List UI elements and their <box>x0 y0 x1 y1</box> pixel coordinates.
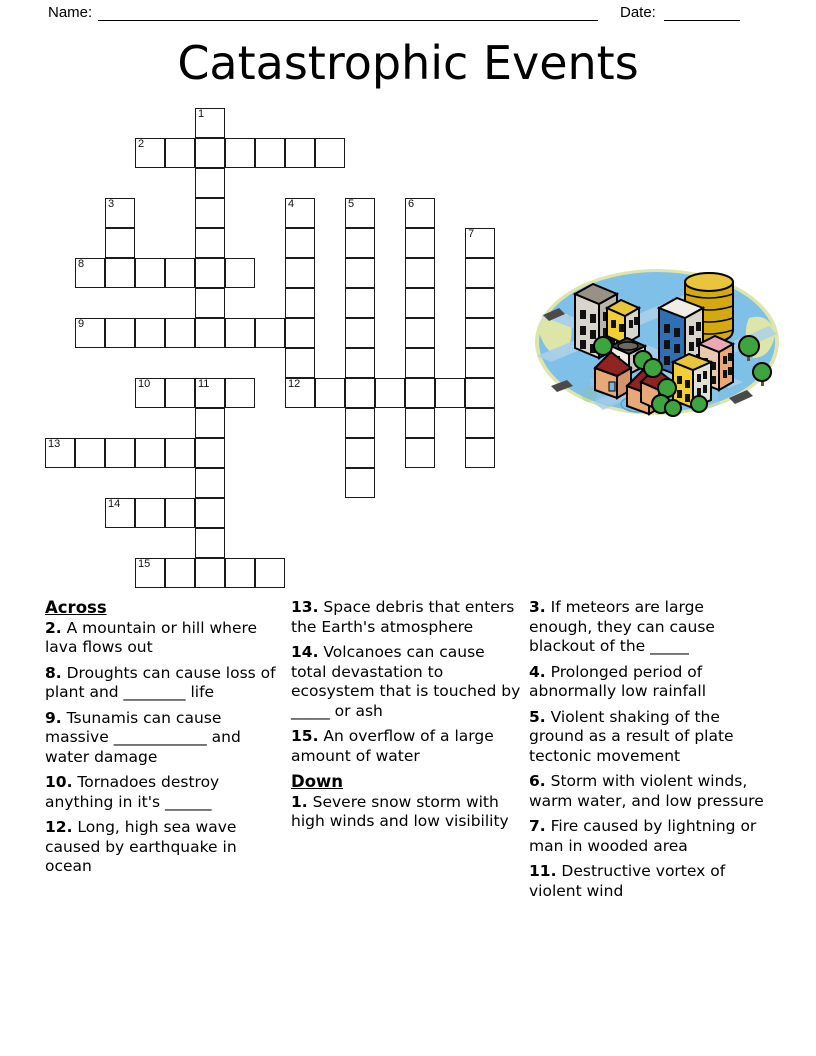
grid-cell[interactable] <box>405 318 435 348</box>
grid-cell[interactable] <box>225 378 255 408</box>
grid-cell[interactable] <box>225 258 255 288</box>
grid-cell-start-9[interactable] <box>75 318 105 348</box>
grid-cell[interactable] <box>405 378 435 408</box>
grid-cell[interactable] <box>135 498 165 528</box>
grid-cell[interactable] <box>135 318 165 348</box>
clue-number: 5. <box>529 707 546 726</box>
grid-cell-start-10[interactable] <box>135 378 165 408</box>
grid-cell[interactable] <box>345 288 375 318</box>
grid-cell-number: 3 <box>108 198 115 210</box>
grid-cell-number: 15 <box>138 558 151 570</box>
clue-down-6 <box>529 772 769 811</box>
grid-cell-start-11[interactable] <box>195 378 225 408</box>
down-heading: Down <box>291 772 344 791</box>
grid-cell-number: 9 <box>78 318 85 330</box>
grid-cell[interactable] <box>435 378 465 408</box>
grid-cell[interactable] <box>345 318 375 348</box>
grid-cell-start-2[interactable] <box>135 138 165 168</box>
grid-cell[interactable] <box>405 438 435 468</box>
grid-cell-start-6[interactable] <box>405 198 435 228</box>
grid-cell[interactable] <box>345 258 375 288</box>
crossword-grid[interactable] <box>45 108 525 588</box>
grid-cell-start-12[interactable] <box>285 378 315 408</box>
grid-cell-number: 14 <box>108 498 121 510</box>
clue-number: 1. <box>291 792 308 811</box>
grid-cell[interactable] <box>225 558 255 588</box>
clue-down-3 <box>529 598 769 657</box>
grid-cell[interactable] <box>285 348 315 378</box>
clue-across-14 <box>291 643 525 721</box>
grid-cell[interactable] <box>195 528 225 558</box>
clue-text: An overflow of a large amount of water <box>291 727 494 765</box>
name-label: Name: <box>48 4 93 21</box>
grid-cell[interactable] <box>195 498 225 528</box>
flooded-city-illustration <box>533 252 781 427</box>
grid-cell[interactable] <box>165 138 195 168</box>
grid-cell[interactable] <box>315 378 345 408</box>
clue-text: Destructive vortex of violent wind <box>529 862 726 900</box>
clue-text: If meteors are large enough, they can cause blackout of the _____ <box>529 598 715 655</box>
clue-number: 10. <box>45 773 73 791</box>
grid-cell-number: 6 <box>408 198 415 210</box>
clue-text: Severe snow storm with high winds and low visibility <box>291 792 509 830</box>
clue-text: Storm with violent winds, warm water, and low pressure <box>529 772 764 810</box>
clue-across-9 <box>45 709 287 768</box>
clue-text: Volcanoes can cause total devastation to ecosystem that is touched by _____ or ash <box>291 643 521 720</box>
grid-cell[interactable] <box>285 288 315 318</box>
clue-down-4 <box>529 663 769 702</box>
grid-cell[interactable] <box>195 258 225 288</box>
clue-number: 13. <box>291 598 319 616</box>
grid-cell[interactable] <box>195 558 225 588</box>
grid-cell[interactable] <box>105 438 135 468</box>
clue-across-15 <box>291 727 525 766</box>
grid-cell[interactable] <box>195 288 225 318</box>
grid-cell[interactable] <box>315 138 345 168</box>
grid-cell[interactable] <box>105 258 135 288</box>
grid-cell[interactable] <box>195 408 225 438</box>
clue-text: A mountain or hill where lava flows out <box>45 618 258 656</box>
grid-cell[interactable] <box>195 198 225 228</box>
grid-cell[interactable] <box>105 318 135 348</box>
grid-cell[interactable] <box>345 468 375 498</box>
grid-cell[interactable] <box>195 318 225 348</box>
grid-cell[interactable] <box>465 438 495 468</box>
grid-cell-number: 4 <box>288 198 295 210</box>
grid-cell[interactable] <box>405 348 435 378</box>
grid-cell[interactable] <box>165 378 195 408</box>
grid-cell-start-4[interactable] <box>285 198 315 228</box>
grid-cell[interactable] <box>165 558 195 588</box>
clue-down-7 <box>529 817 769 856</box>
grid-cell[interactable] <box>255 558 285 588</box>
clues-column-3 <box>529 598 769 907</box>
clue-across-12 <box>45 818 287 877</box>
grid-cell[interactable] <box>345 378 375 408</box>
grid-cell-start-13[interactable] <box>45 438 75 468</box>
grid-cell[interactable] <box>135 438 165 468</box>
grid-cell[interactable] <box>165 318 195 348</box>
grid-cell-number: 1 <box>198 108 205 120</box>
grid-cell-number: 10 <box>138 378 151 390</box>
clue-text: Fire caused by lightning or man in wooded area <box>529 817 757 855</box>
grid-cell-number: 5 <box>348 198 355 210</box>
clues-column-1 <box>45 598 287 883</box>
clue-number: 8. <box>45 663 62 682</box>
clue-number: 3. <box>529 598 546 616</box>
grid-cell[interactable] <box>285 228 315 258</box>
across-heading: Across <box>45 598 107 617</box>
grid-cell-start-8[interactable] <box>75 258 105 288</box>
grid-cell-start-14[interactable] <box>105 498 135 528</box>
grid-cell[interactable] <box>195 438 225 468</box>
date-write-line <box>664 20 740 21</box>
grid-cell-number: 12 <box>288 378 301 390</box>
grid-cell[interactable] <box>465 348 495 378</box>
grid-cell[interactable] <box>405 258 435 288</box>
grid-cell[interactable] <box>465 258 495 288</box>
clue-across-8 <box>45 664 287 703</box>
grid-cell[interactable] <box>285 138 315 168</box>
worksheet-header <box>0 0 816 28</box>
grid-cell[interactable] <box>465 408 495 438</box>
grid-cell-number: 2 <box>138 138 145 150</box>
clue-number: 15. <box>291 727 319 745</box>
grid-cell[interactable] <box>465 378 495 408</box>
clue-number: 4. <box>529 662 546 681</box>
grid-cell[interactable] <box>255 318 285 348</box>
grid-cell-number: 13 <box>48 438 61 450</box>
clue-text: Tornadoes destroy anything in it's ______ <box>45 773 220 811</box>
grid-cell[interactable] <box>195 228 225 258</box>
clue-across-13 <box>291 598 525 637</box>
grid-cell[interactable] <box>225 318 255 348</box>
grid-cell[interactable] <box>285 258 315 288</box>
clue-text: Prolonged period of abnormally low rainfall <box>529 662 707 700</box>
clue-number: 12. <box>45 818 73 836</box>
clue-text: Space debris that enters the Earth's atmosphere <box>291 598 515 636</box>
grid-cell[interactable] <box>405 408 435 438</box>
clue-number: 9. <box>45 708 62 727</box>
grid-cell[interactable] <box>465 288 495 318</box>
clue-number: 7. <box>529 817 546 835</box>
grid-cell[interactable] <box>255 138 285 168</box>
clues-column-2 <box>291 598 525 838</box>
grid-cell-number: 11 <box>198 378 210 390</box>
grid-cell[interactable] <box>195 468 225 498</box>
grid-cell[interactable] <box>345 348 375 378</box>
clue-down-5 <box>529 708 769 767</box>
clue-text: Droughts can cause loss of plant and ________ life <box>45 663 276 701</box>
clue-text: Violent shaking of the ground as a result of plate tectonic movement <box>529 707 734 765</box>
page-title: Catastrophic Events <box>177 36 639 90</box>
grid-cell[interactable] <box>105 228 135 258</box>
grid-cell[interactable] <box>165 258 195 288</box>
name-write-line <box>98 20 598 21</box>
clue-text: Long, high sea wave caused by earthquake in ocean <box>45 818 237 875</box>
grid-cell[interactable] <box>345 408 375 438</box>
grid-cell[interactable] <box>285 318 315 348</box>
date-label: Date: <box>620 4 656 21</box>
grid-cell[interactable] <box>375 378 405 408</box>
grid-cell[interactable] <box>345 228 375 258</box>
grid-cell[interactable] <box>165 438 195 468</box>
grid-cell[interactable] <box>225 138 255 168</box>
clue-across-2 <box>45 619 287 658</box>
grid-cell-start-7[interactable] <box>465 228 495 258</box>
grid-cell[interactable] <box>465 318 495 348</box>
grid-cell[interactable] <box>405 288 435 318</box>
grid-cell[interactable] <box>165 498 195 528</box>
grid-cell-number: 7 <box>468 228 475 240</box>
grid-cell[interactable] <box>75 438 105 468</box>
clue-down-11 <box>529 862 769 901</box>
grid-cell-start-3[interactable] <box>105 198 135 228</box>
grid-cell-start-1[interactable] <box>195 108 225 138</box>
grid-cell-start-5[interactable] <box>345 198 375 228</box>
grid-cell[interactable] <box>195 168 225 198</box>
grid-cell[interactable] <box>405 228 435 258</box>
clue-text: Tsunamis can cause massive ____________ and water damage <box>45 708 241 766</box>
clue-number: 6. <box>529 772 546 790</box>
grid-cell[interactable] <box>135 258 165 288</box>
clue-number: 2. <box>45 618 62 637</box>
grid-cell-number: 8 <box>78 258 85 270</box>
grid-cell-start-15[interactable] <box>135 558 165 588</box>
clue-across-10 <box>45 773 287 812</box>
clue-number: 14. <box>291 643 319 661</box>
grid-cell[interactable] <box>345 438 375 468</box>
clue-number: 11. <box>529 862 557 880</box>
clue-down-1 <box>291 793 525 832</box>
grid-cell[interactable] <box>195 138 225 168</box>
